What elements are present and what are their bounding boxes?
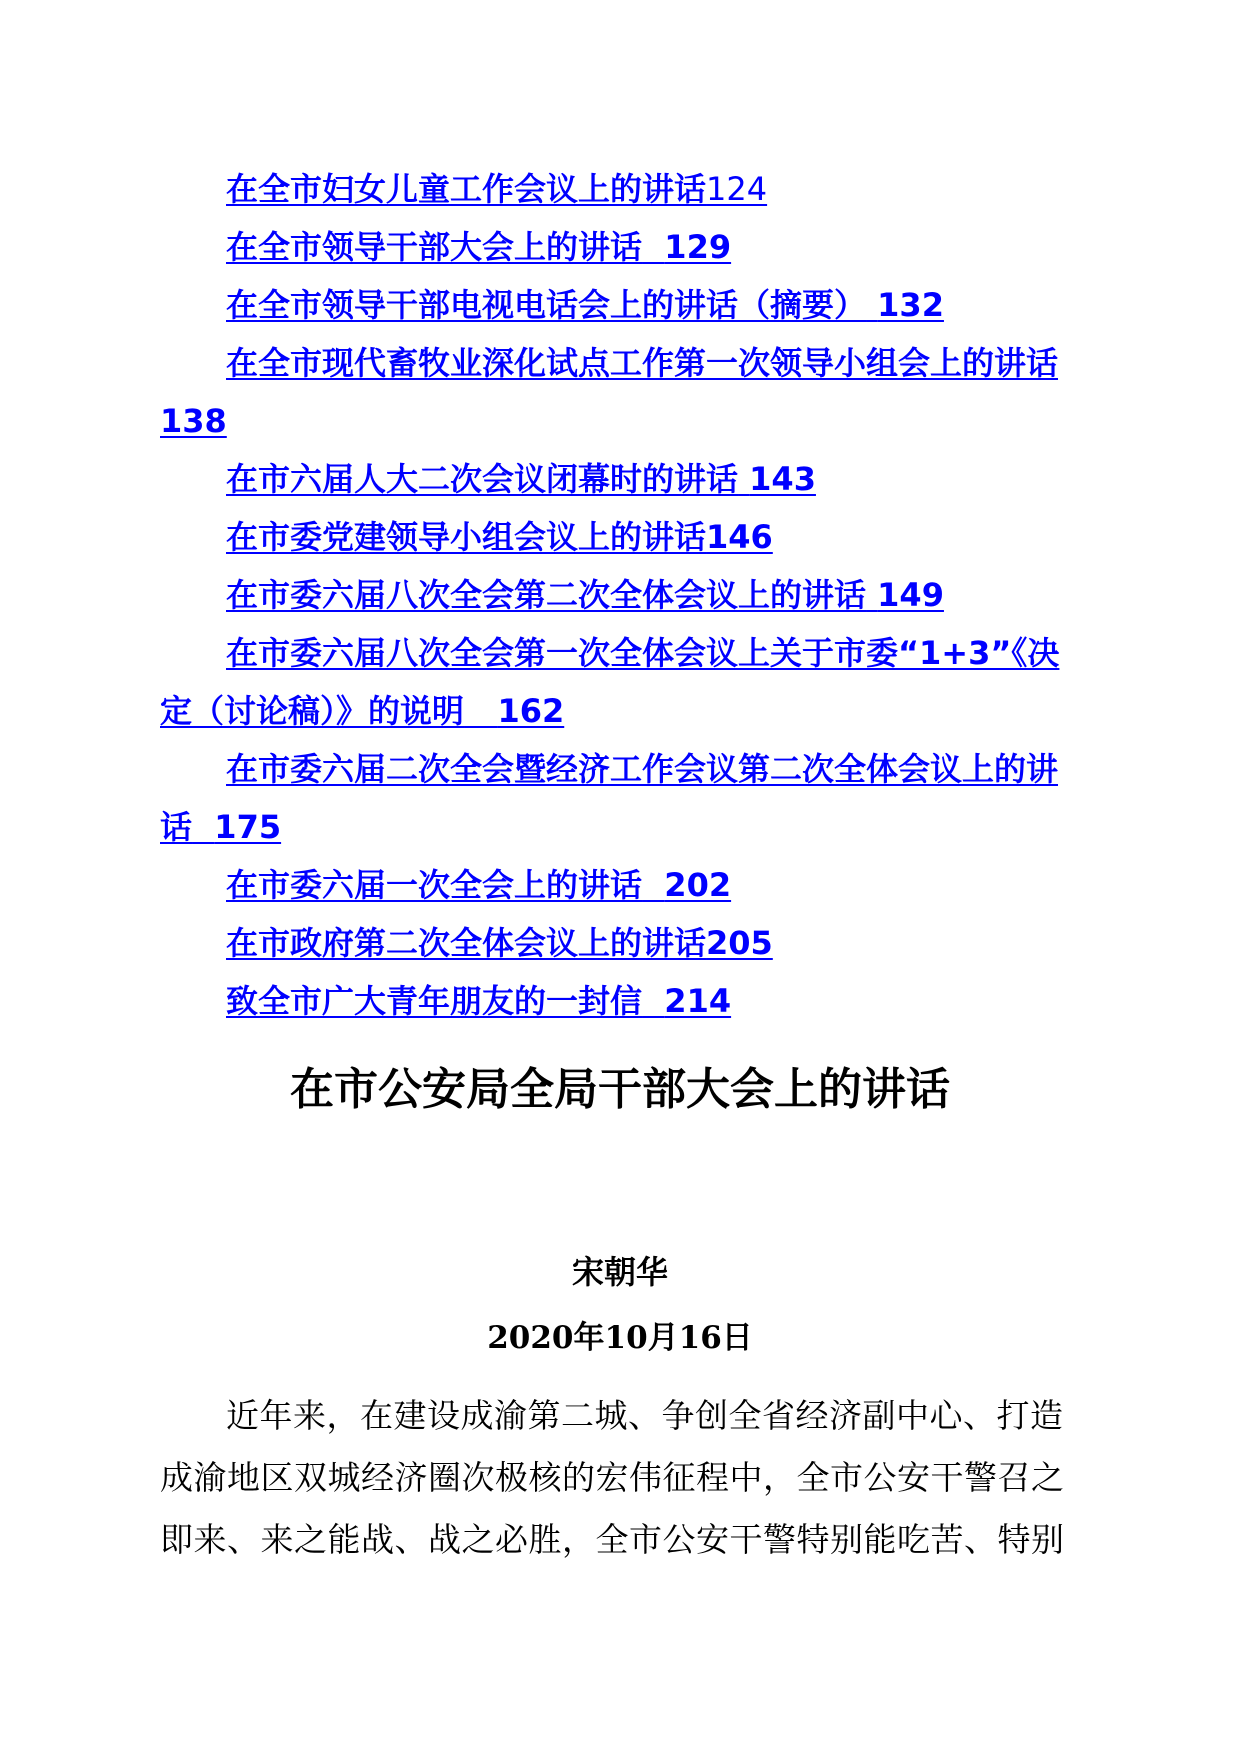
toc-entry-page: 214: [664, 982, 732, 1020]
toc-entry-page: 124: [706, 170, 768, 208]
toc-entry-page: 132: [877, 286, 944, 324]
toc-entry-page: 143: [749, 460, 816, 498]
toc-entry-9[interactable]: [160, 740, 1080, 856]
toc-entry-1[interactable]: [160, 160, 1080, 218]
toc-entry-title: 在市委六届一次全会上的讲话: [226, 866, 643, 904]
toc-entry-title: 在市六届人大二次会议闭幕时的讲话: [226, 460, 739, 498]
toc-entry-title: 在全市领导干部大会上的讲话: [226, 228, 643, 266]
toc-entry-title: 在全市领导干部电视电话会上的讲话（摘要）: [226, 286, 867, 324]
document-title: 在市公安局全局干部大会上的讲话: [290, 1064, 950, 1115]
toc-entry-title: 在市委六届八次全会第二次全体会议上的讲话: [226, 576, 867, 614]
document-date: 2020年10月16日: [487, 1320, 753, 1356]
toc-entry-10[interactable]: [160, 856, 1080, 914]
toc-entry-title: 在市委六届八次全会第一次全体会议上关于市委“1+3”《决定（讨论稿）》的说明: [160, 634, 1060, 730]
toc-entry-4[interactable]: [160, 334, 1080, 450]
body-paragraph: 近年来，在建设成渝第二城、争创全省经济副中心、打造成渝地区双城经济圈次极核的宏伟征程中，全市公安干警召之即来、来之能战、战之必胜，全市公安干警特别能吃苦、特别: [160, 1396, 1065, 1559]
toc-entry-page: 149: [877, 576, 944, 614]
toc-entry-page: 205: [706, 924, 773, 962]
toc-entry-title: 在市政府第二次全体会议上的讲话: [226, 924, 707, 962]
toc-entry-11[interactable]: [160, 914, 1080, 972]
toc-entry-12[interactable]: [160, 972, 1080, 1030]
toc-entry-title: 在全市妇女儿童工作会议上的讲话: [226, 170, 707, 208]
toc-entry-title: 在市委六届二次全会暨经济工作会议第二次全体会议上的讲话: [160, 750, 1059, 846]
toc-entry-page: 146: [706, 518, 773, 556]
toc-entry-title: 致全市广大青年朋友的一封信: [226, 982, 643, 1020]
toc-entry-7[interactable]: [160, 566, 1080, 624]
author-name: 宋朝华: [571, 1253, 668, 1291]
toc-entry-page: 129: [664, 228, 732, 266]
toc-entry-page: 175: [214, 808, 282, 846]
toc-entry-title: 在全市现代畜牧业深化试点工作第一次领导小组会上的讲话: [226, 344, 1059, 382]
table-of-contents: [160, 160, 1080, 1030]
toc-entry-5[interactable]: [160, 450, 1080, 508]
toc-entry-page: 202: [664, 866, 732, 904]
toc-entry-page: 162: [497, 692, 565, 730]
toc-entry-3[interactable]: [160, 276, 1080, 334]
toc-entry-2[interactable]: [160, 218, 1080, 276]
toc-entry-page: 138: [160, 402, 227, 440]
toc-entry-8[interactable]: [160, 624, 1080, 740]
toc-entry-6[interactable]: [160, 508, 1080, 566]
toc-entry-title: 在市委党建领导小组会议上的讲话: [226, 518, 707, 556]
